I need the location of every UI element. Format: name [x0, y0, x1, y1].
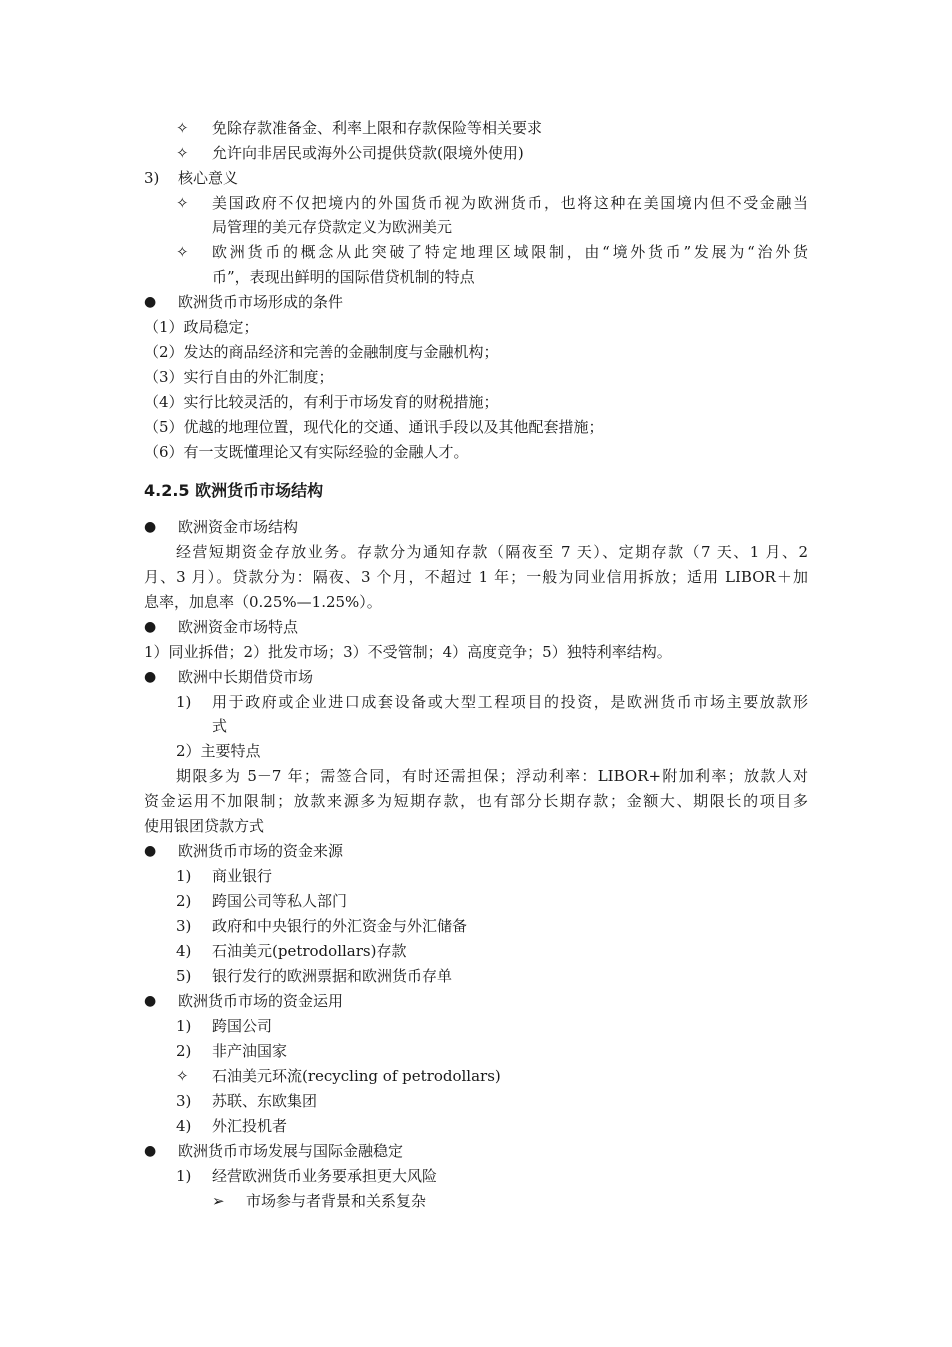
- arrow-bullet-icon: ➢: [212, 1192, 225, 1210]
- text-line: （3）实行自由的外汇制度；: [144, 368, 334, 386]
- text-line: （1）政局稳定；: [144, 318, 259, 336]
- text-line: 市场参与者背景和关系复杂: [246, 1192, 427, 1210]
- text-line: 欧洲货币市场的资金来源: [178, 842, 344, 860]
- text-line: 式: [212, 717, 228, 735]
- text-line: 跨国公司: [212, 1017, 273, 1035]
- diamond-bullet-icon: ✧: [176, 144, 189, 162]
- text-line: 石油美元(petrodollars)存款: [212, 942, 407, 960]
- bullet-dot-icon: ●: [144, 294, 157, 310]
- list-number: 5): [176, 967, 192, 985]
- text-line: 局管理的美元存贷款定义为欧洲美元: [212, 218, 453, 236]
- text-line: 外汇投机者: [212, 1117, 288, 1135]
- text-line: （2）发达的商品经济和完善的金融制度与金融机构；: [144, 343, 499, 361]
- list-number: 3): [176, 1092, 192, 1110]
- text-line: 欧洲资金市场结构: [178, 518, 299, 536]
- diamond-bullet-icon: ✧: [176, 243, 189, 261]
- list-number: 3): [144, 169, 160, 187]
- text-line: 使用银团贷款方式: [144, 817, 265, 835]
- list-number: 1): [176, 693, 192, 711]
- text-line: 欧洲货币市场的资金运用: [178, 992, 344, 1010]
- text-line: 免除存款准备金、利率上限和存款保险等相关要求: [212, 119, 543, 137]
- text-line: 币”，表现出鲜明的国际借贷机制的特点: [212, 268, 475, 286]
- bullet-dot-icon: ●: [144, 619, 157, 635]
- text-line: 欧洲货币市场形成的条件: [178, 293, 344, 311]
- text-line: 商业银行: [212, 867, 273, 885]
- text-line: 核心意义: [178, 169, 239, 187]
- text-line: （6）有一支既懂理论又有实际经验的金融人才。: [144, 443, 469, 461]
- list-number: 2): [176, 1042, 192, 1060]
- text-line: 石油美元环流(recycling of petrodollars): [212, 1067, 501, 1085]
- text-line: 期限多为 5－7 年；需签合同，有时还需担保；浮动利率：LIBOR+附加利率；放款人对: [176, 767, 808, 785]
- text-line: 政府和中央银行的外汇资金与外汇储备: [212, 917, 468, 935]
- text-line: 息率，加息率（0.25%—1.25%）。: [144, 593, 382, 611]
- text-line: 经营欧洲货币业务要承担更大风险: [212, 1167, 438, 1185]
- text-line: 经营短期资金存放业务。存款分为通知存款（隔夜至 7 天）、定期存款（7 天、1 月、2: [176, 543, 808, 561]
- list-number: 4): [176, 942, 192, 960]
- list-number: 4): [176, 1117, 192, 1135]
- list-number: 2): [176, 892, 192, 910]
- text-line: 美国政府不仅把境内的外国货币视为欧洲货币，也将这种在美国境内但不受金融当: [212, 194, 808, 212]
- bullet-dot-icon: ●: [144, 1143, 157, 1159]
- text-line: 银行发行的欧洲票据和欧洲货币存单: [212, 967, 453, 985]
- text-line: 欧洲货币市场发展与国际金融稳定: [178, 1142, 404, 1160]
- diamond-bullet-icon: ✧: [176, 194, 189, 212]
- text-line: 欧洲资金市场特点: [178, 618, 299, 636]
- text-line: 非产油国家: [212, 1042, 288, 1060]
- list-number: 1): [176, 1167, 192, 1185]
- text-line: 欧洲货币的概念从此突破了特定地理区域限制，由“境外货币”发展为“治外货: [212, 243, 808, 261]
- list-number: 3): [176, 917, 192, 935]
- text-line: 月、3 月）。贷款分为：隔夜、3 个月，不超过 1 年；一般为同业信用拆放；适用 LIBOR＋加: [144, 568, 808, 586]
- text-line: 资金运用不加限制；放款来源多为短期存款，也有部分长期存款；金额大、期限长的项目多: [144, 792, 808, 810]
- bullet-dot-icon: ●: [144, 519, 157, 535]
- text-line: 苏联、东欧集团: [212, 1092, 318, 1110]
- text-line: （4）实行比较灵活的，有利于市场发育的财税措施；: [144, 393, 499, 411]
- bullet-dot-icon: ●: [144, 993, 157, 1009]
- bullet-dot-icon: ●: [144, 843, 157, 859]
- text-line: （5）优越的地理位置，现代化的交通、通讯手段以及其他配套措施；: [144, 418, 604, 436]
- text-line: 2）主要特点: [176, 742, 261, 760]
- diamond-bullet-icon: ✧: [176, 119, 189, 137]
- bullet-dot-icon: ●: [144, 669, 157, 685]
- diamond-bullet-icon: ✧: [176, 1067, 189, 1085]
- text-line: 用于政府或企业进口成套设备或大型工程项目的投资，是欧洲货币市场主要放款形: [212, 693, 808, 711]
- text-line: 1）同业拆借；2）批发市场；3）不受管制；4）高度竞争；5）独特利率结构。: [144, 643, 672, 661]
- section-heading: 4.2.5 欧洲货币市场结构: [144, 481, 324, 500]
- list-number: 1): [176, 867, 192, 885]
- text-line: 跨国公司等私人部门: [212, 892, 348, 910]
- text-line: 欧洲中长期借贷市场: [178, 668, 314, 686]
- list-number: 1): [176, 1017, 192, 1035]
- text-line: 允许向非居民或海外公司提供贷款(限境外使用): [212, 144, 524, 162]
